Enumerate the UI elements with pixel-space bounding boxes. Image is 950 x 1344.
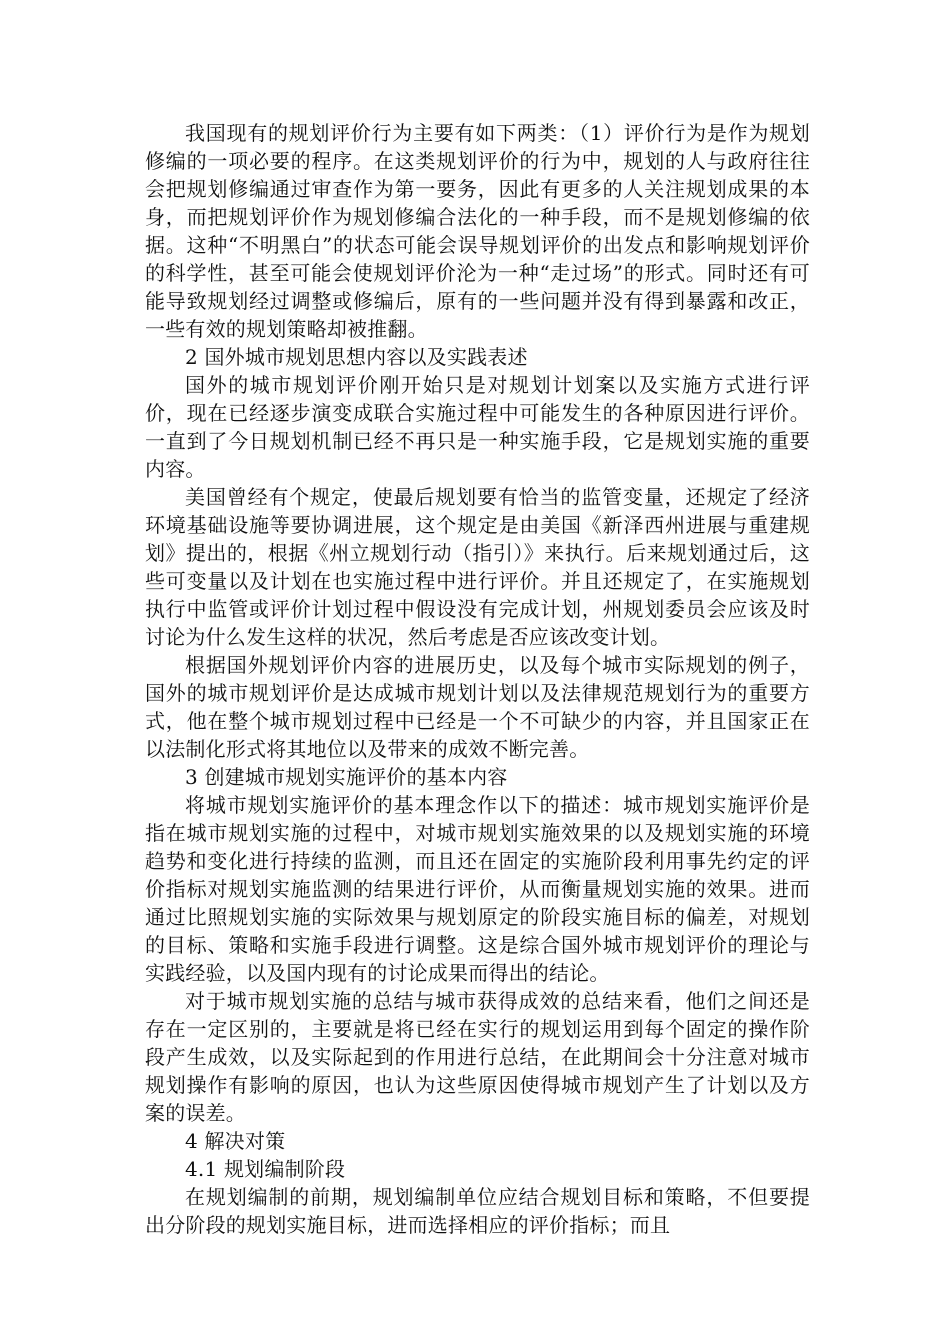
paragraph-planning-stage: 在规划编制的前期，规划编制单位应结合规划目标和策略，不但要提出分阶段的规划实施目标，进而选择相应的评价指标；而且 — [145, 1185, 810, 1237]
paragraph-us-regulation: 美国曾经有个规定，使最后规划要有恰当的监管变量，还规定了经济环境基础设施等要协调进展，这个规定是由美国《新泽西州进展与重建规划》提出的，根据《州立规划行动（指引）》来执行。后来规划通过后，这些可变量以及计划在也实施过程中进行评价。并且还规定了，在实施规划执行中监管或评价计划过程中假设没有完成计划，州规划委员会应该及时讨论为什么发生这样的状况，然后考虑是否应该改变计划。 — [145, 485, 810, 649]
paragraph-foreign-history: 根据国外规划评价内容的进展历史，以及每个城市实际规划的例子，国外的城市规划评价是达成城市规划计划以及法律规范规划行为的重要方式，他在整个城市规划过程中已经是一个不可缺少的内容，并且国家正在以法制化形式将其地位以及带来的成效不断完善。 — [145, 653, 810, 761]
subsection-heading-4-1: 4.1 规划编制阶段 — [185, 1157, 346, 1181]
section-heading-3: 3 创建城市规划实施评价的基本内容 — [185, 765, 508, 789]
paragraph-planning-evaluation-types: 我国现有的规划评价行为主要有如下两类：（1）评价行为是作为规划修编的一项必要的程序。在这类规划评价的行为中，规划的人与政府往往会把规划修编通过审查作为第一要务，因此有更多的人关注规划成果的本身，而把规划评价作为规划修编合法化的一种手段，而不是规划修编的依据。这种“不明黑白”的状态可能会误导规划评价的出发点和影响规划评价的科学性，甚至可能会使规划评价沦为一种“走过场”的形式。同时还有可能导致规划经过调整或修编后，原有的一些问题并没有得到暴露和改正，一些有效的规划策略却被推翻。 — [145, 121, 810, 341]
section-heading-2: 2 国外城市规划思想内容以及实践表述 — [185, 345, 528, 369]
document-page — [145, 119, 810, 1239]
paragraph-evaluation-concept: 将城市规划实施评价的基本理念作以下的描述：城市规划实施评价是指在城市规划实施的过程中，对城市规划实施效果的以及规划实施的环境趋势和变化进行持续的监测，而且还在固定的实施阶段利用事先约定的评价指标对规划实施监测的结果进行评价，从而衡量规划实施的效果。进而通过比照规划实施的实际效果与规划原定的阶段实施目标的偏差，对规划的目标、策略和实施手段进行调整。这是综合国外城市规划评价的理论与实践经验，以及国内现有的讨论成果而得出的结论。 — [145, 793, 810, 985]
section-heading-4: 4 解决对策 — [185, 1129, 286, 1153]
paragraph-foreign-evaluation-evolution: 国外的城市规划评价刚开始只是对规划计划案以及实施方式进行评价，现在已经逐步演变成联合实施过程中可能发生的各种原因进行评价。一直到了今日规划机制已经不再只是一种实施手段，它是规划实施的重要内容。 — [145, 373, 810, 481]
paragraph-summary-differences: 对于城市规划实施的总结与城市获得成效的总结来看，他们之间还是存在一定区别的，主要就是将已经在实行的规划运用到每个固定的操作阶段产生成效，以及实际起到的作用进行总结，在此期间会十分注意对城市规划操作有影响的原因，也认为这些原因使得城市规划产生了计划以及方案的误差。 — [145, 989, 810, 1125]
